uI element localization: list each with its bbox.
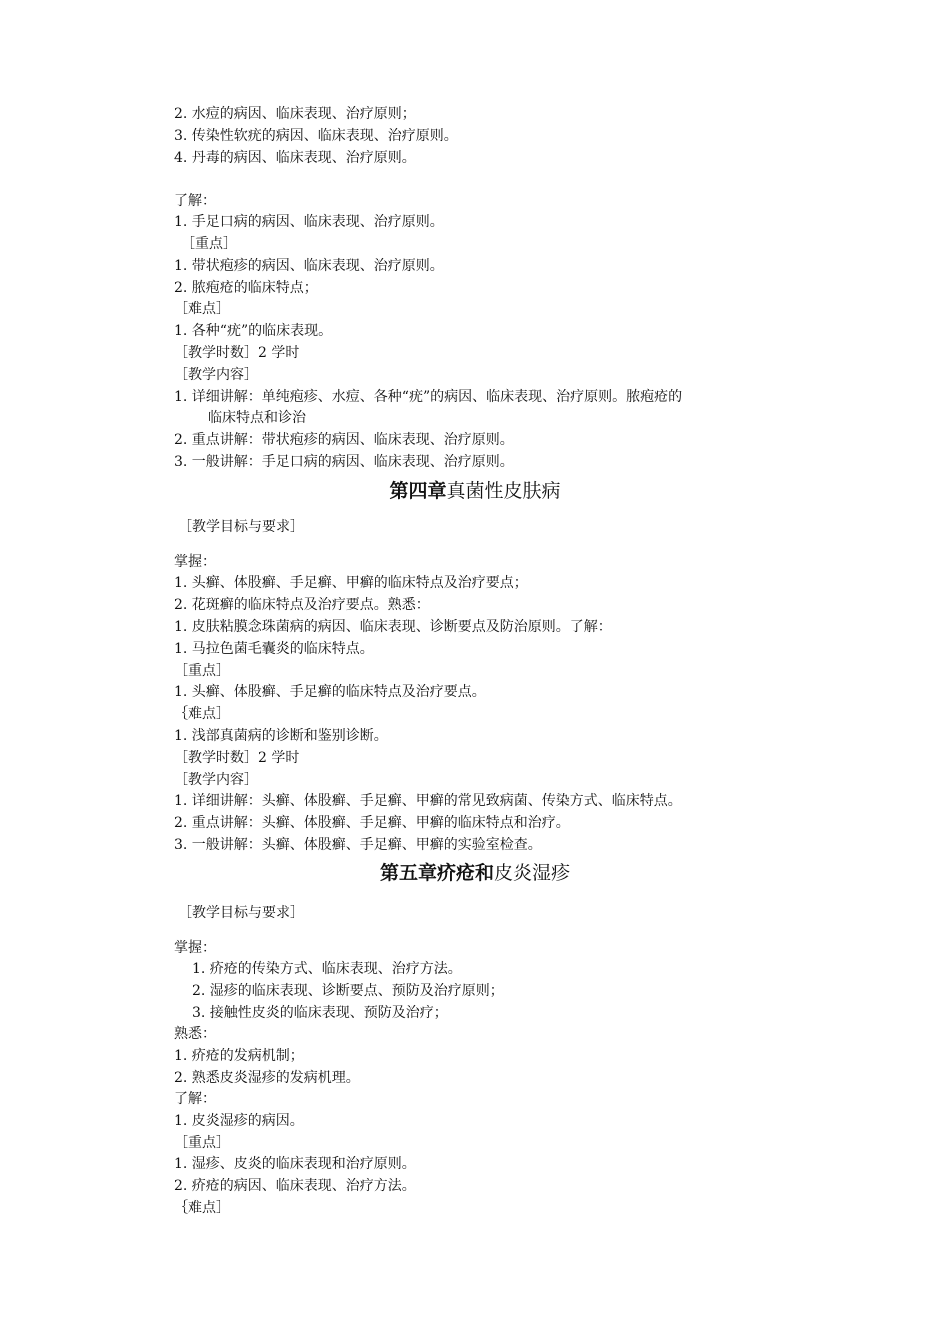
text-line: 1. 头癣、体股癣、手足癣的临床特点及治疗要点。	[174, 684, 486, 700]
text-line: 1. 疥疮的发病机制；	[174, 1048, 304, 1064]
chapter-4-number: 第四章	[389, 480, 447, 502]
text-line: 掌握：	[174, 940, 216, 956]
text-line: ［教学时数］2 学时	[174, 750, 300, 766]
text-line: 2. 重点讲解：带状疱疹的病因、临床表现、治疗原则。	[174, 432, 514, 448]
text-line: ［教学目标与要求］	[178, 519, 304, 535]
text-line: 了解：	[174, 193, 216, 209]
text-line: ［难点］	[174, 301, 230, 317]
chapter-5-heading	[0, 860, 950, 886]
text-line: 1. 浅部真菌病的诊断和鉴别诊断。	[174, 728, 388, 744]
text-line: 掌握：	[174, 554, 216, 570]
text-line: 2. 熟悉皮炎湿疹的发病机理。	[174, 1070, 360, 1086]
text-line: ［重点］	[174, 663, 230, 679]
chapter-4-heading	[0, 478, 950, 504]
text-line: ［教学内容］	[174, 772, 258, 788]
chapter-5-number: 第五章疥疮和	[379, 862, 494, 884]
text-line: 3. 一般讲解：手足口病的病因、临床表现、治疗原则。	[174, 454, 514, 470]
text-line: 2. 水痘的病因、临床表现、治疗原则；	[174, 106, 416, 122]
text-line: 2. 脓疱疮的临床特点；	[174, 280, 318, 296]
text-line: ［重点］	[181, 236, 237, 252]
text-line: 2. 重点讲解：头癣、体股癣、手足癣、甲癣的临床特点和治疗。	[174, 815, 570, 831]
text-line: 1. 各种“疣”的临床表现。	[174, 323, 333, 339]
text-line: 1. 皮炎湿疹的病因。	[174, 1113, 304, 1129]
chapter-4-title: 真菌性皮肤病	[446, 480, 561, 502]
text-line: 1. 带状疱疹的病因、临床表现、治疗原则。	[174, 258, 444, 274]
text-line: 了解：	[174, 1091, 216, 1107]
text-line: 3. 一般讲解：头癣、体股癣、手足癣、甲癣的实验室检查。	[174, 837, 542, 853]
text-line: 1. 皮肤粘膜念珠菌病的病因、临床表现、诊断要点及防治原则。了解：	[174, 619, 612, 635]
text-line: 临床特点和诊治	[208, 410, 306, 426]
chapter-5-title: 皮炎湿疹	[494, 862, 571, 884]
text-line: 1. 马拉色菌毛囊炎的临床特点。	[174, 641, 374, 657]
text-line: ［教学目标与要求］	[178, 905, 304, 921]
text-line: 1. 详细讲解：头癣、体股癣、手足癣、甲癣的常见致病菌、传染方式、临床特点。	[174, 793, 682, 809]
text-line: 1. 详细讲解：单纯疱疹、水痘、各种“疣”的病因、临床表现、治疗原则。脓疱疮的	[174, 389, 683, 405]
text-line: 1. 头癣、体股癣、手足癣、甲癣的临床特点及治疗要点；	[174, 575, 528, 591]
text-line: ｛难点］	[174, 1200, 230, 1216]
text-line: ［教学内容］	[174, 367, 258, 383]
text-line: 熟悉：	[174, 1026, 216, 1042]
text-line: 1. 手足口病的病因、临床表现、治疗原则。	[174, 214, 444, 230]
text-line: 1. 湿疹、皮炎的临床表现和治疗原则。	[174, 1156, 416, 1172]
text-line: ｛难点］	[174, 706, 230, 722]
text-line: 3. 接触性皮炎的临床表现、预防及治疗；	[192, 1005, 448, 1021]
text-line: 2. 湿疹的临床表现、诊断要点、预防及治疗原则；	[192, 983, 504, 999]
text-line: ［重点］	[174, 1135, 230, 1151]
text-line: 3. 传染性软疣的病因、临床表现、治疗原则。	[174, 128, 458, 144]
text-line: 2. 疥疮的病因、临床表现、治疗方法。	[174, 1178, 416, 1194]
text-line: 1. 疥疮的传染方式、临床表现、治疗方法。	[192, 961, 462, 977]
text-line: 4. 丹毒的病因、临床表现、治疗原则。	[174, 150, 416, 166]
text-line: 2. 花斑癣的临床特点及治疗要点。熟悉：	[174, 597, 430, 613]
text-line: ［教学时数］2 学时	[174, 345, 300, 361]
